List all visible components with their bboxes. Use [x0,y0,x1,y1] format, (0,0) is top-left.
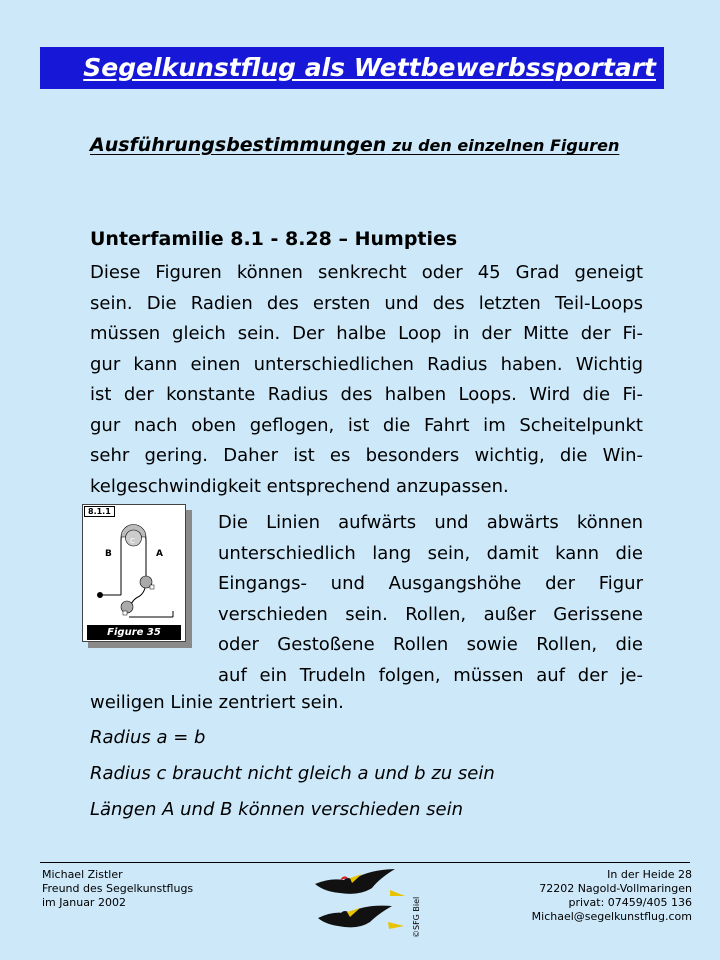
copyright-text: ©SFG Biel [412,896,421,938]
figure-letter-c: C [130,537,135,545]
paragraph-line: verschieden sein. Rollen, außer Gerissene [218,603,643,625]
footer-line: privat: 07459/405 136 [568,896,692,909]
footer-line: In der Heide 28 [607,868,692,881]
paragraph-line: gur nach oben geflogen, ist die Fahrt im Scheitelpunkt [90,414,643,436]
paragraph-line: ist der konstante Radius des halben Loops. Wird die Fi- [90,384,643,405]
paragraph-1 [90,258,643,502]
note-lengths: Längen A und B können verschieden sein [90,799,463,820]
footer-divider [40,862,690,863]
paragraph-line: weiligen Linie zentriert sein. [90,692,344,713]
figure-frame [82,504,186,642]
title-bar [40,47,664,89]
paragraph-line: sein. Die Radien des ersten und des letzten Teil-Loops [90,292,643,314]
figure-letter-b: B [105,549,112,559]
subtitle [90,134,653,156]
paragraph-line: Eingangs- und Ausgangshöhe der Figur [218,573,643,594]
footer-line: Michael Zistler [42,868,123,881]
note-radius-ab: Radius a = b [90,727,206,748]
subtitle-rest: zu den einzelnen Figuren [386,136,620,155]
paragraph-line: unterschiedlich lang sein, damit kann die [218,542,643,564]
footer-author [42,868,193,910]
paragraph-line: Diese Figuren können senkrecht oder 45 Grad geneigt [90,262,643,283]
humpty-figure [82,504,196,652]
subtitle-main: Ausführungsbestimmungen [90,134,387,156]
page-title: Segelkunstflug als Wettbewerbssportart [83,53,656,82]
paragraph-line: müssen gleich sein. Der halbe Loop in der Mitte der Fi- [90,323,643,344]
footer-line: Freund des Segelkunstflugs [42,882,194,895]
paragraph-line: gur kann einen unterschiedlichen Radius haben. Wichtig [90,353,643,375]
paragraph-line: Die Linien aufwärts und abwärts können [218,512,643,533]
figure-caption: Figure 35 [87,625,181,640]
footer-line: 72202 Nagold-Vollmaringen [539,882,692,895]
paragraph-3 [90,688,643,719]
paragraph-line: kelgeschwindigkeit entsprechend anzupassen. [90,475,509,497]
paragraph-line: sehr gering. Daher ist es besonders wichtig, die Win- [90,445,643,466]
footer-email[interactable]: Michael@segelkunstflug.com [531,910,692,923]
paragraph-2 [218,508,643,691]
figure-number: 8.1.1 [84,506,115,517]
paragraph-line: oder Gestoßene Rollen sowie Rollen, die [218,634,643,655]
section-heading: Unterfamilie 8.1 - 8.28 – Humpties [90,228,458,250]
humpty-diagram [83,505,187,643]
figure-letter-a: A [156,549,163,559]
paragraph-line: auf ein Trudeln folgen, müssen auf der je- [218,664,643,686]
birds-logo-icon [310,866,410,936]
footer-contact [532,868,692,924]
note-radius-c: Radius c braucht nicht gleich a und b zu sein [90,763,495,784]
footer-line: im Januar 2002 [42,896,126,909]
